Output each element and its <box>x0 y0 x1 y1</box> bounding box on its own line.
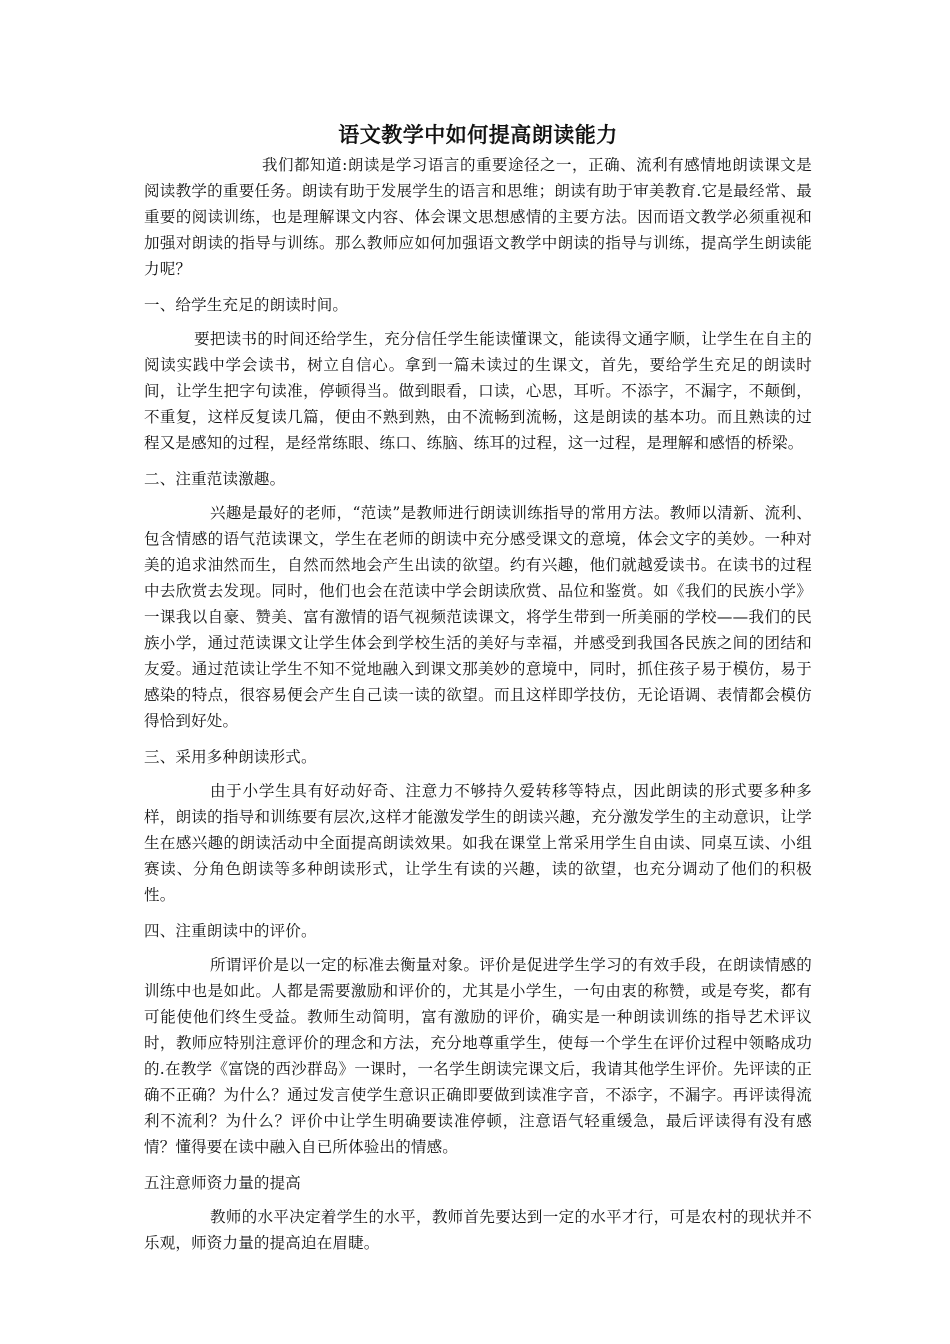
section-body: 教师的水平决定着学生的水平，教师首先要达到一定的水平才行，可是农村的现状并不乐观，师资力量的提高迫在眉睫。 <box>144 1208 812 1252</box>
document-title: 语文教学中如何提高朗读能力 <box>338 122 618 147</box>
section-heading: 二、注重范读激趣。 <box>144 470 286 488</box>
section-1 <box>144 292 812 456</box>
section-2 <box>144 466 812 734</box>
section-3 <box>144 744 812 908</box>
section-4 <box>144 918 812 1160</box>
section-heading: 三、采用多种朗读形式。 <box>144 748 317 766</box>
section-body: 要把读书的时间还给学生，充分信任学生能读懂课文，能读得文通字顺，让学生在自主的阅读实践中学会读书，树立自信心。拿到一篇未读过的生课文，首先，要给学生充足的朗读时间，让学生把字句读准，停顿得当。做到眼看，口读，心思，耳听。不添字，不漏字，不颠倒，不重复，这样反复读几篇，便由不熟到熟，由不流畅到流畅，这是朗读的基本功。而且熟读的过程又是感知的过程，是经常练眼、练口、练脑、练耳的过程，这一过程，是理解和感悟的桥梁。 <box>144 330 812 452</box>
section-heading: 五注意师资力量的提高 <box>144 1174 302 1192</box>
section-heading: 四、注重朗读中的评价。 <box>144 922 317 940</box>
section-heading: 一、给学生充足的朗读时间。 <box>144 296 349 314</box>
intro-paragraph: 我们都知道:朗读是学习语言的重要途径之一，正确、流利有感情地朗读课文是阅读教学的重要任务。朗读有助于发展学生的语言和思维；朗读有助于审美教育.它是最经常、最重要的阅读训练，也是理解课文内容、体会课文思想感情的主要方法。因而语文教学必须重视和加强对朗读的指导与训练。那么教师应如何加强语文教学中朗读的指导与训练，提高学生朗读能力呢？ <box>144 156 812 278</box>
section-body: 兴趣是最好的老师，“范读”是教师进行朗读训练指导的常用方法。教师以清新、流利、包含情感的语气范读课文，学生在老师的朗读中充分感受课文的意境，体会文字的美妙。一种对美的追求油然而生，自然而然地会产生出读的欲望。约有兴趣，他们就越爱读书。在读书的过程中去欣赏去发现。同时，他们也会在范读中学会朗读欣赏、品位和鉴赏。如《我们的民族小学》一课我以自豪、赞美、富有激情的语气视频范读课文，将学生带到一所美丽的学校——我们的民族小学，通过范读课文让学生体会到学校生活的美好与幸福，并感受到我国各民族之间的团结和友爱。通过范读让学生不知不觉地融入到课文那美妙的意境中，同时，抓住孩子易于模仿，易于感染的特点，很容易便会产生自己读一读的欲望。而且这样即学技仿，无论语调、表情都会模仿得恰到好处。 <box>144 504 812 730</box>
document-content <box>144 118 812 1256</box>
section-body: 所谓评价是以一定的标准去衡量对象。评价是促进学生学习的有效手段，在朗读情感的训练中也是如此。人都是需要激励和评价的，尤其是小学生，一句由衷的称赞，或是夸奖，都有可能使他们终生受益。教师生动简明，富有激励的评价，确实是一种朗读训练的指导艺术评议时，教师应特别注意评价的理念和方法，充分地尊重学生，使每一个学生在评价过程中领略成功的.在教学《富饶的西沙群岛》一课时，一名学生朗读完课文后，我请其他学生评价。先评读的正确不正确？为什么？通过发言使学生意识正确即要做到读准字音，不添字，不漏字。再评读得流利不流利？为什么？评价中让学生明确要读准停顿，注意语气轻重缓急，最后评读得有没有感情？懂得要在读中融入自已所体验出的情感。 <box>144 956 812 1156</box>
section-body: 由于小学生具有好动好奇、注意力不够持久爱转移等特点，因此朗读的形式要多种多样，朗读的指导和训练要有层次,这样才能激发学生的朗读兴趣，充分激发学生的主动意识，让学生在感兴趣的朗读活动中全面提高朗读效果。如我在课堂上常采用学生自由读、同桌互读、小组赛读、分角色朗读等多种朗读形式，让学生有读的兴趣，读的欲望，也充分调动了他们的积极性。 <box>144 782 812 904</box>
section-5 <box>144 1170 812 1256</box>
